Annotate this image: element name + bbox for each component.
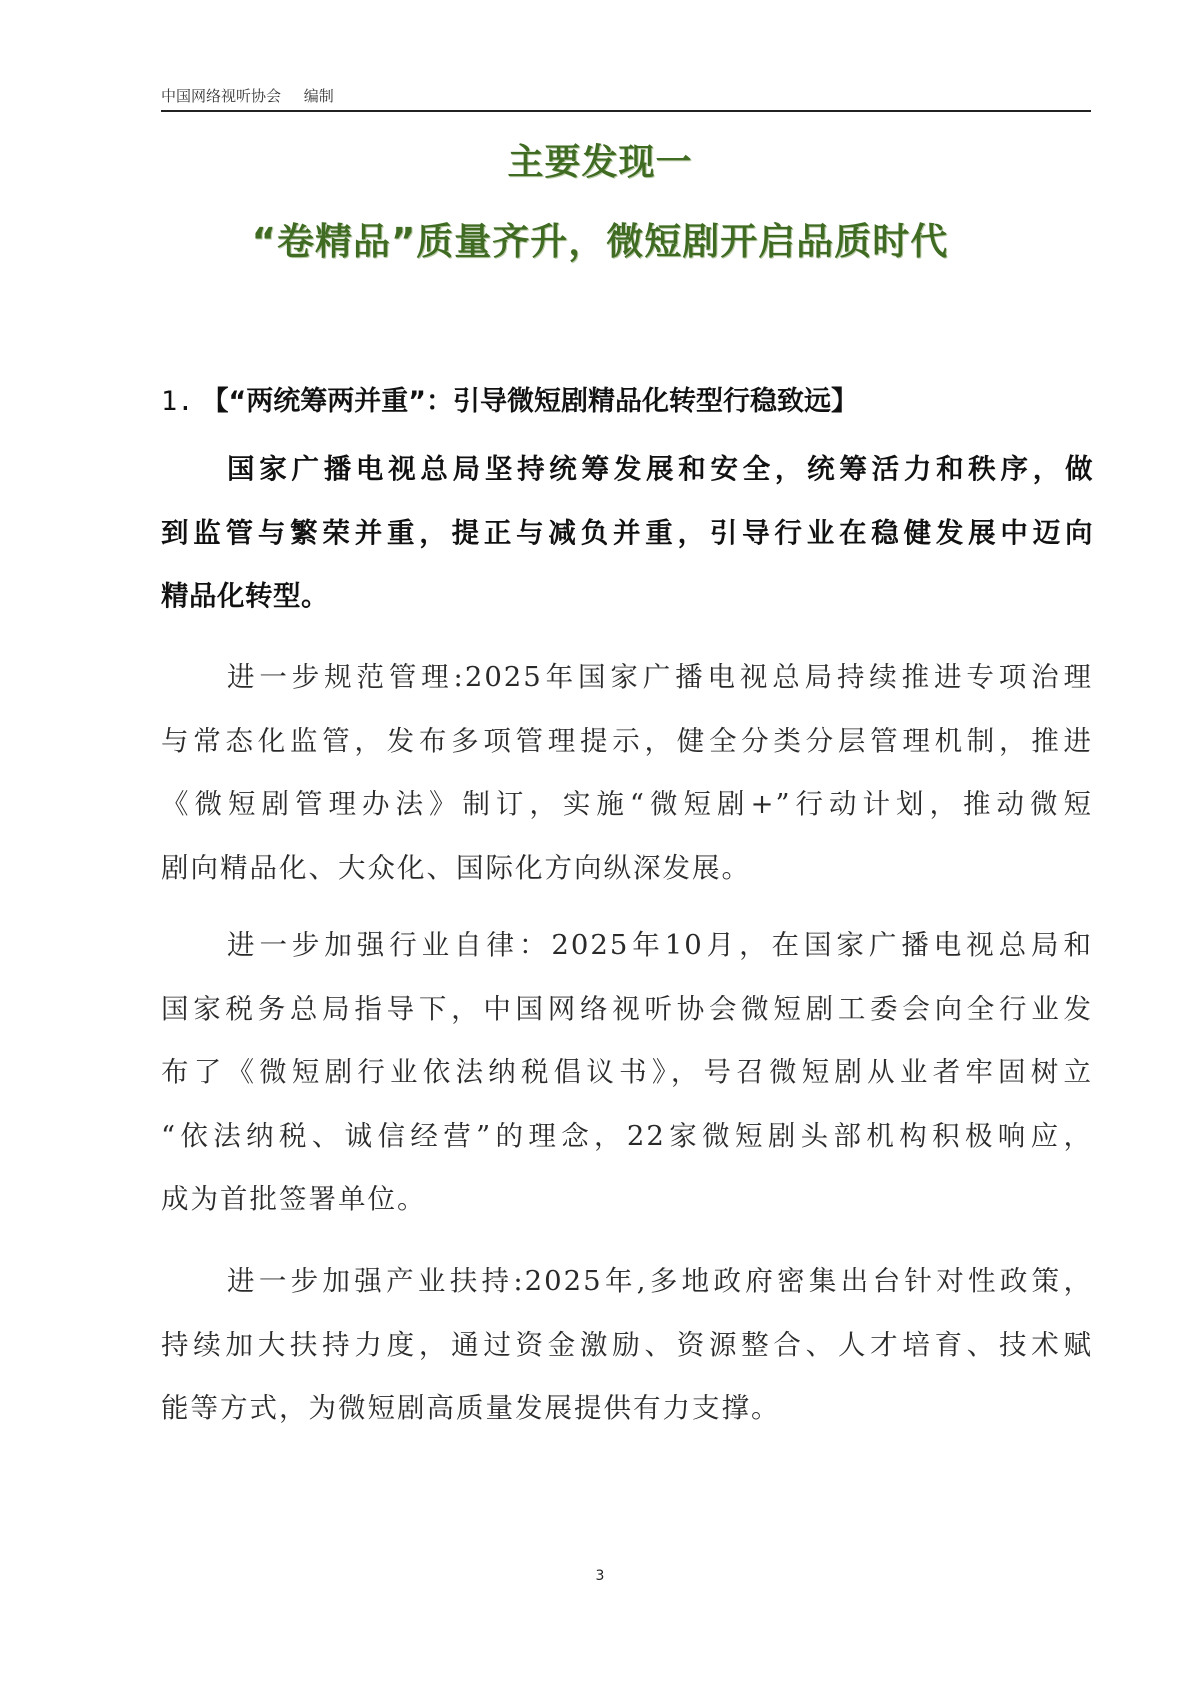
paragraph-line: 能等方式，为微短剧高质量发展提供有力支撑。 <box>161 1392 781 1424</box>
paragraph-self-discipline <box>161 914 1093 1232</box>
header-organization: 中国网络视听协会 <box>161 87 282 105</box>
paragraph-line: 精品化转型。 <box>161 580 329 612</box>
paragraph-line: 进一步规范管理:2025年国家广播电视总局持续推进专项治理 <box>227 661 1093 693</box>
section-number: 1. <box>161 386 194 417</box>
paragraph-line: 进一步加强产业扶持:2025年,多地政府密集出台针对性政策， <box>227 1265 1093 1297</box>
paragraph-line: 国家税务总局指导下，中国网络视听协会微短剧工委会向全行业发 <box>161 992 1093 1025</box>
finding-subtitle: “卷精品”质量齐升，微短剧开启品质时代 <box>251 220 949 263</box>
paragraph-line: 进一步加强行业自律：2025年10月，在国家广播电视总局和 <box>227 929 1093 961</box>
paragraph-line: 成为首批签署单位。 <box>161 1183 427 1215</box>
paragraph-line: “依法纳税、诚信经营”的理念，22家微短剧头部机构积极响应， <box>161 1119 1093 1152</box>
paragraph-line: 持续加大扶持力度，通过资金激励、资源整合、人才培育、技术赋 <box>161 1328 1093 1361</box>
paragraph-line: 国家广播电视总局坚持统筹发展和安全，统筹活力和秩序，做 <box>227 453 1093 485</box>
section-heading-text: 【“两统筹两并重”：引导微短剧精品化转型行稳致远】 <box>201 386 859 417</box>
page-header <box>161 86 1091 110</box>
paragraph-line: 剧向精品化、大众化、国际化方向纵深发展。 <box>161 851 751 884</box>
paragraph-line: 布了《微短剧行业依法纳税倡议书》，号召微短剧从业者牢固树立 <box>161 1056 1093 1088</box>
paragraph-line: 与常态化监管，发布多项管理提示，健全分类分层管理机制，推进 <box>161 724 1093 757</box>
header-role: 编制 <box>303 87 334 105</box>
paragraph-industry-support <box>161 1250 1093 1441</box>
finding-title: 主要发现一 <box>507 142 693 183</box>
header-divider <box>161 110 1091 112</box>
page-number: 3 <box>595 1568 605 1584</box>
section-heading <box>161 384 1101 420</box>
paragraph-regulation <box>161 646 1093 900</box>
paragraph-line: 《微短剧管理办法》制订，实施“微短剧+”行动计划，推动微短 <box>161 788 1093 820</box>
lead-paragraph <box>161 438 1093 629</box>
paragraph-line: 到监管与繁荣并重，提正与减负并重，引导行业在稳健发展中迈向 <box>161 516 1093 549</box>
